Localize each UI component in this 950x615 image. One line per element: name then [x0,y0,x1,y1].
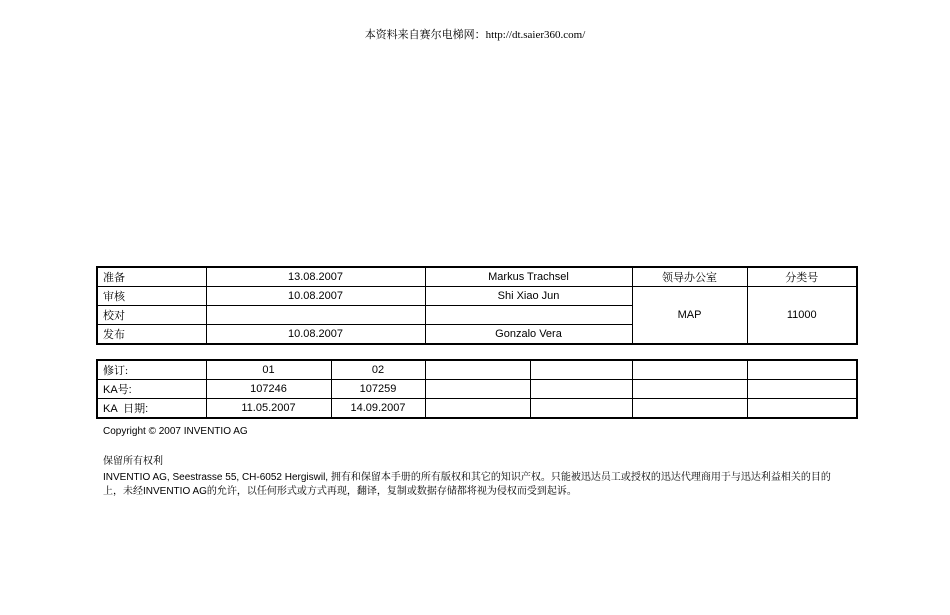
approval-date-review: 10.08.2007 [206,287,425,306]
revision-empty-cell [632,380,747,399]
approval-person-proofread [425,306,632,325]
revision-empty-cell [747,360,857,380]
copyright-notice: Copyright © 2007 INVENTIO AG [103,426,248,437]
revision-label-ka-number: KA号: [97,380,206,399]
revision-empty-cell [530,360,632,380]
approval-label-review: 审核 [97,287,206,306]
approval-label-release: 发布 [97,325,206,345]
revision-table [96,359,858,419]
revision-label-ka-date: KA 日期: [97,399,206,419]
approval-label-proofread: 校对 [97,306,206,325]
revision-empty-cell [747,380,857,399]
ka-date-2: 14.09.2007 [331,399,425,419]
revision-empty-cell [425,380,530,399]
approval-row-review [97,287,857,306]
rights-statement: INVENTIO AG, Seestrasse 55, CH-6052 Hergiswil, 拥有和保留本手册的所有版权和其它的知识产权。只能被迅达员工或授权的迅达代理商用于与迅达利益相关的目的上，未经INVENTIO AG的允许，以任何形式或方式再现，翻译，复制或数据存储都将视为侵权而受到起诉。 [103,472,831,497]
office-value: MAP [632,287,747,345]
revision-empty-cell [632,399,747,419]
ka-number-1: 107246 [206,380,331,399]
revision-row-ka-date [97,399,857,419]
revision-empty-cell [425,360,530,380]
approval-table [96,266,858,345]
approval-person-prepare: Markus Trachsel [425,267,632,287]
office-header: 领导办公室 [632,267,747,287]
rights-reserved-title: 保留所有权利 [103,456,163,467]
ka-number-2: 107259 [331,380,425,399]
approval-person-review: Shi Xiao Jun [425,287,632,306]
approval-row-prepare [97,267,857,287]
revision-row-revision [97,360,857,380]
class-number-value: 11000 [747,287,857,345]
approval-date-release: 10.08.2007 [206,325,425,345]
revision-empty-cell [425,399,530,419]
header-source-note: 本资料来自赛尔电梯网：http://dt.saier360.com/ [364,29,586,41]
revision-value-2: 02 [331,360,425,380]
revision-empty-cell [530,380,632,399]
approval-person-release: Gonzalo Vera [425,325,632,345]
revision-empty-cell [530,399,632,419]
approval-label-prepare: 准备 [97,267,206,287]
revision-label-revision: 修订: [97,360,206,380]
ka-date-1: 11.05.2007 [206,399,331,419]
revision-empty-cell [632,360,747,380]
revision-empty-cell [747,399,857,419]
approval-date-proofread [206,306,425,325]
class-number-header: 分类号 [747,267,857,287]
revision-row-ka-number [97,380,857,399]
approval-date-prepare: 13.08.2007 [206,267,425,287]
revision-value-1: 01 [206,360,331,380]
